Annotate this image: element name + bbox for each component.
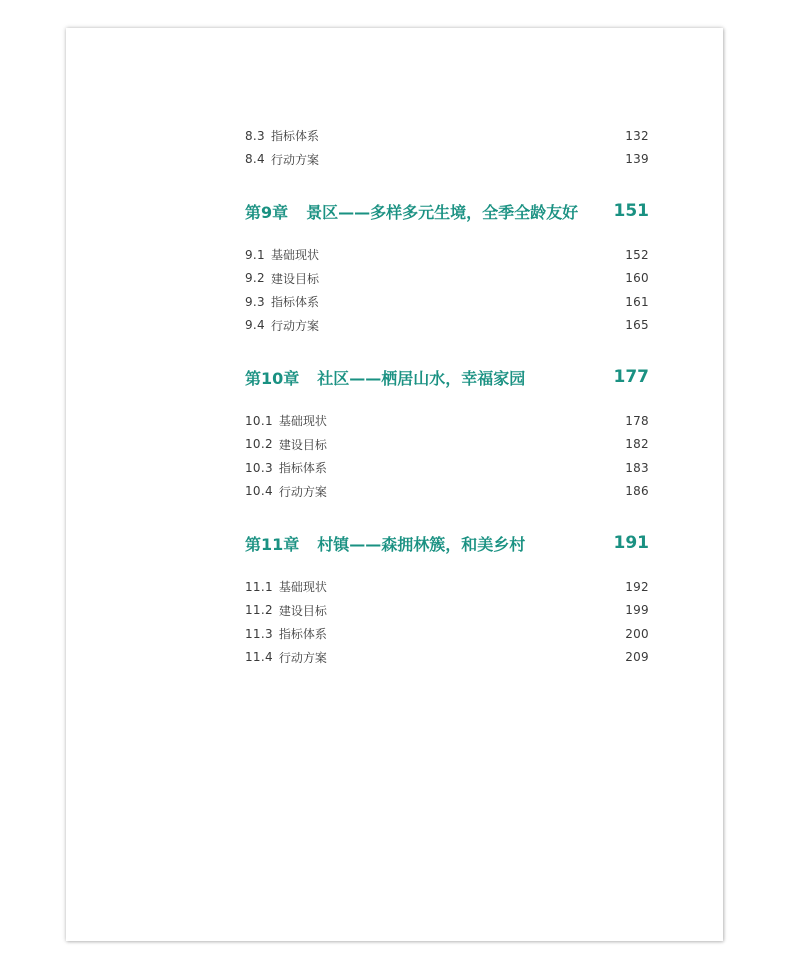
section-number: 11.2: [245, 603, 273, 618]
section-number: 9.1: [245, 247, 265, 262]
section-title: 行动方案: [278, 484, 327, 499]
toc-entry[interactable]: [245, 480, 649, 504]
toc-entry[interactable]: [245, 456, 649, 480]
chapter-title: 景区——多样多元生境，全季全龄友好: [306, 202, 579, 222]
toc-entry[interactable]: [245, 575, 649, 599]
chapter-number: 第11章: [245, 534, 300, 554]
page-number: 183: [625, 460, 649, 475]
toc-entry[interactable]: [245, 243, 649, 267]
section-number: 8.3: [245, 128, 265, 143]
page-number: 186: [625, 484, 649, 499]
page-number: 165: [625, 318, 649, 333]
toc-entry[interactable]: [245, 290, 649, 314]
section-title: 建设目标: [278, 437, 327, 452]
toc-entry[interactable]: [245, 646, 649, 670]
page-number: 152: [625, 247, 649, 262]
section-title: 行动方案: [270, 152, 319, 167]
toc-entry[interactable]: [245, 599, 649, 623]
page-number: 199: [625, 603, 649, 618]
section-number: 8.4: [245, 152, 265, 167]
page-number: 139: [625, 152, 649, 167]
section-title: 指标体系: [278, 461, 327, 476]
page-number: 192: [625, 579, 649, 594]
section-title: 行动方案: [278, 650, 327, 665]
chapter-page-number: 151: [613, 201, 649, 221]
chapter-heading-9[interactable]: [245, 198, 649, 224]
chapter-number: 第9章: [245, 202, 289, 222]
section-title: 行动方案: [270, 318, 319, 333]
section-title: 指标体系: [278, 627, 327, 642]
section-number: 10.1: [245, 413, 273, 428]
chapter-page-number: 177: [613, 367, 649, 387]
page-number: 182: [625, 437, 649, 452]
page-number: 200: [625, 626, 649, 641]
section-number: 9.3: [245, 294, 265, 309]
section-title: 基础现状: [278, 414, 327, 429]
section-title: 指标体系: [270, 129, 319, 144]
section-number: 10.2: [245, 437, 273, 452]
page-number: 132: [625, 128, 649, 143]
toc-entry[interactable]: [245, 148, 649, 172]
chapter-heading-10[interactable]: [245, 364, 649, 390]
document-page: [66, 28, 723, 941]
page-number: 209: [625, 650, 649, 665]
chapter-title: 村镇——森拥林簇，和美乡村: [317, 534, 526, 554]
section-number: 11.4: [245, 650, 273, 665]
table-of-contents: [245, 124, 649, 669]
toc-entry[interactable]: [245, 124, 649, 148]
chapter-title: 社区——栖居山水，幸福家园: [317, 368, 526, 388]
section-number: 11.1: [245, 579, 273, 594]
section-title: 基础现状: [278, 580, 327, 595]
toc-entry[interactable]: [245, 622, 649, 646]
page-number: 161: [625, 294, 649, 309]
section-number: 9.2: [245, 271, 265, 286]
chapter-heading-11[interactable]: [245, 530, 649, 556]
section-number: 10.3: [245, 460, 273, 475]
toc-entry[interactable]: [245, 267, 649, 291]
section-title: 基础现状: [270, 248, 319, 263]
page-number: 178: [625, 413, 649, 428]
section-number: 11.3: [245, 626, 273, 641]
chapter-page-number: 191: [613, 533, 649, 553]
chapter-number: 第10章: [245, 368, 300, 388]
toc-entry[interactable]: [245, 433, 649, 457]
toc-entry[interactable]: [245, 409, 649, 433]
page-number: 160: [625, 271, 649, 286]
section-title: 指标体系: [270, 295, 319, 310]
section-number: 10.4: [245, 484, 273, 499]
section-title: 建设目标: [270, 271, 319, 286]
toc-entry[interactable]: [245, 314, 649, 338]
section-number: 9.4: [245, 318, 265, 333]
section-title: 建设目标: [278, 603, 327, 618]
